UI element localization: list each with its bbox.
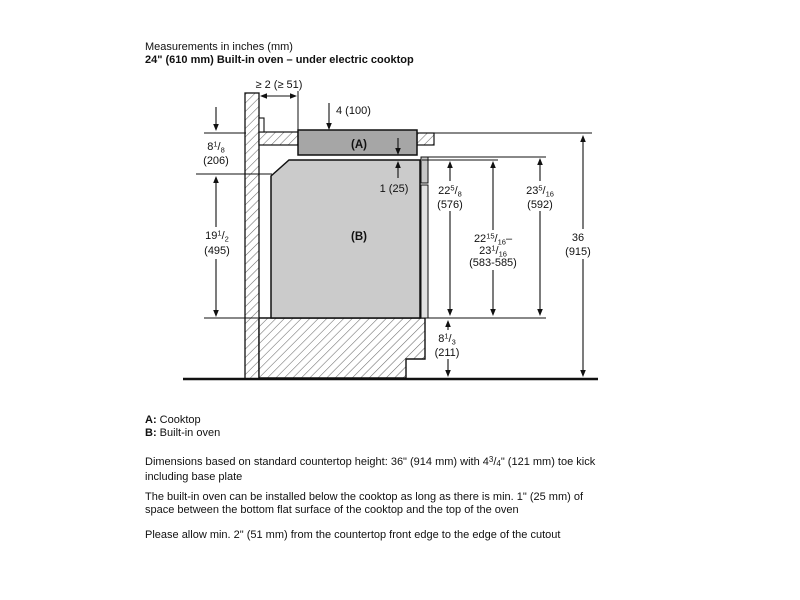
dim-label-576-mm: (576)	[437, 199, 463, 211]
note-line: The built-in oven can be installed below the cooktop as long as there is min. 1" (25 mm) of	[145, 491, 584, 503]
dim-label-211-mm: (211)	[434, 347, 460, 359]
dim-arrow	[213, 176, 219, 183]
wall-lip	[259, 118, 264, 132]
dim-front-setback	[256, 79, 303, 99]
label-cooktop-A: (A)	[351, 139, 367, 151]
note-text: Dimensions based on standard countertop height: 36" (914 mm) with 4	[145, 456, 489, 468]
dim-oven-height	[197, 176, 237, 317]
note-line	[145, 454, 665, 471]
dim-label-206-mm: (206)	[203, 155, 229, 167]
dim-583-585	[462, 161, 524, 316]
dim-arrow	[445, 370, 451, 377]
dim-label-211-in: $8^1/_3$	[438, 331, 456, 347]
legend-value-b: Built-in oven	[156, 426, 221, 439]
dim-label-583-mm: (583-585)	[469, 257, 517, 269]
dim-total-height	[562, 135, 596, 377]
dim-label-206-in: $8^1/_8$	[207, 139, 225, 155]
fraction-numerator: 3	[488, 455, 494, 464]
note-line: space between the bottom flat surface of the cooktop and the top of the oven	[145, 503, 519, 516]
dim-label-583-line1: $22^{15}/_{16}-$	[473, 231, 513, 247]
label-oven-B: (B)	[351, 231, 367, 243]
dim-label-setback: ≥ 2 (≥ 51)	[255, 79, 303, 91]
dim-label-1-25: 1 (25)	[379, 183, 409, 195]
dim-label-36-mm: (915)	[565, 246, 591, 258]
oven-front-flange	[421, 185, 428, 318]
legend-item-a	[145, 414, 665, 427]
note-min-space	[145, 491, 665, 516]
countertop-left	[259, 132, 298, 145]
legend-key-a: A:	[145, 414, 157, 426]
legend	[145, 414, 665, 439]
note-countertop-height	[145, 454, 665, 483]
dim-label-592-in: $23^5/_{16}$	[526, 183, 554, 199]
wall-section	[245, 93, 259, 379]
base-plate-toe-kick	[259, 318, 425, 378]
dim-label-583-line2: $23^1/_{16}$	[479, 243, 507, 259]
legend-key-b: B:	[145, 426, 157, 439]
dim-label-36-in: 36	[571, 232, 585, 244]
dim-label-576-in: $22^5/_8$	[438, 183, 462, 199]
dim-arrow	[213, 124, 219, 131]
dim-arrow	[326, 123, 332, 130]
note-text: " (121 mm) toe kick	[500, 456, 596, 468]
dim-592	[519, 158, 562, 316]
dim-label-4-100: 4 (100)	[336, 105, 371, 117]
dim-arrow	[213, 310, 219, 317]
dim-arrow	[290, 93, 297, 99]
legend-value-a: Cooktop	[156, 414, 201, 426]
fraction-slash: /	[493, 456, 497, 468]
note-line: Please allow min. 2" (51 mm) from the countertop front edge to the edge of the cutout	[145, 529, 561, 541]
dim-arrow	[447, 309, 453, 316]
countertop-right	[417, 133, 434, 145]
page-title: 24" (610 mm) Built-in oven – under electric cooktop	[145, 54, 414, 66]
note-line: including base plate	[145, 470, 243, 483]
dim-arrow	[490, 309, 496, 316]
dim-label-495-mm: (495)	[204, 245, 230, 257]
fraction-denominator: 4	[496, 459, 501, 468]
dim-cooktop-depth	[326, 103, 371, 130]
dim-label-592-mm: (592)	[527, 199, 553, 211]
dim-base-height	[428, 320, 468, 377]
dim-arrow	[260, 93, 267, 99]
header-units-line: Measurements in inches (mm)	[145, 41, 293, 53]
dim-arrow	[537, 309, 543, 316]
dim-arrow	[580, 370, 586, 377]
dim-label-495-in: $19^1/_2$	[205, 228, 229, 244]
dim-countertop-to-oven-top	[203, 107, 229, 167]
legend-item-b	[145, 427, 665, 440]
oven-front-flange-top	[421, 157, 428, 183]
note-front-edge	[145, 529, 665, 542]
